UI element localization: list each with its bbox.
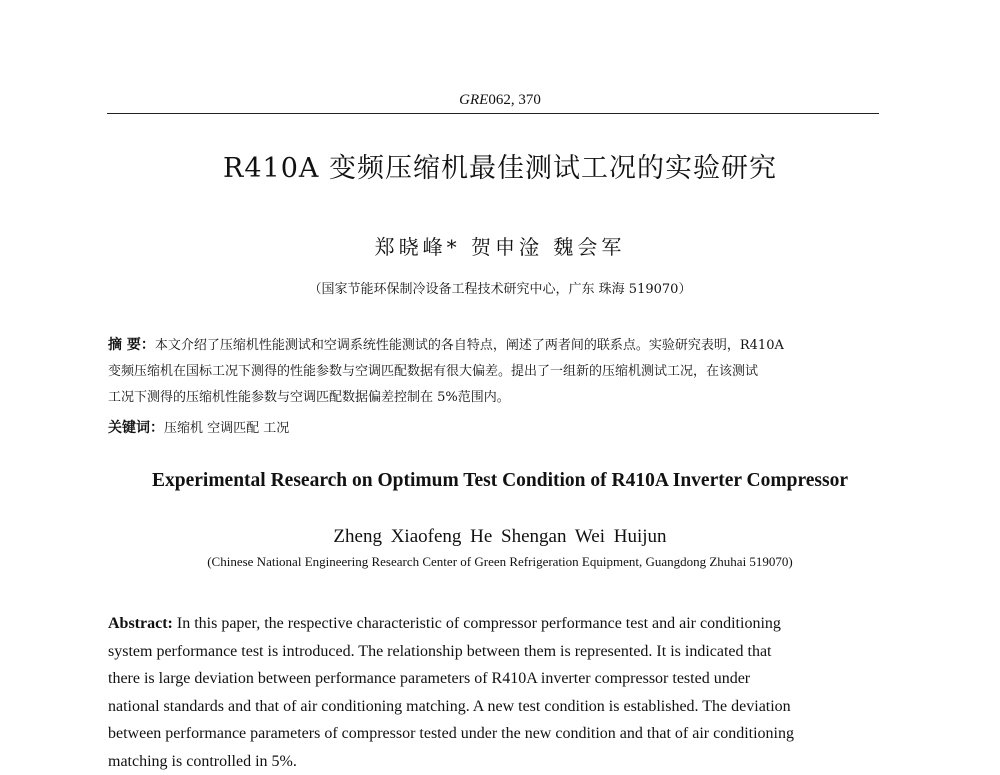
chinese-abstract-label: 摘 要： [108, 337, 155, 353]
chinese-abstract-line-2: 变频压缩机在国标工况下测得的性能参数与空调匹配数据有很大偏差。提出了一组新的压缩机测试工况，在该测试 [108, 359, 878, 385]
document-code [0, 92, 1000, 109]
chinese-abstract [108, 332, 878, 411]
english-affiliation: (Chinese National Engineering Research Center of Green Refrigeration Equipment, Guangdong Zhuhai 519070) [0, 554, 1000, 570]
chinese-title: R410A 变频压缩机最佳测试工况的实验研究 [0, 146, 1000, 185]
chinese-affiliation: （国家节能环保制冷设备工程技术研究中心，广东 珠海 519070） [0, 278, 1000, 297]
document-code-number: 062, 370 [488, 92, 541, 108]
chinese-keywords [108, 415, 878, 442]
english-abstract-line-3: there is large deviation between performance parameters of R410A inverter compressor tested under [108, 665, 878, 693]
header-divider [107, 113, 879, 114]
english-abstract-label: Abstract: [108, 615, 173, 632]
chinese-authors: 郑晓峰* 贺申淦 魏会军 [0, 231, 1000, 260]
chinese-keywords-text: 压缩机 空调匹配 工况 [164, 421, 289, 436]
english-title: Experimental Research on Optimum Test Condition of R410A Inverter Compressor [0, 470, 1000, 492]
chinese-abstract-line-3: 工况下测得的压缩机性能参数与空调匹配数据偏差控制在 5%范围内。 [108, 385, 878, 411]
chinese-abstract-line-1 [108, 332, 878, 359]
chinese-keywords-label: 关键词： [108, 420, 164, 436]
english-abstract-line-4: national standards and that of air conditioning matching. A new test condition is established. The deviation [108, 693, 878, 721]
english-abstract-line-6: matching is controlled in 5%. [108, 748, 878, 775]
english-abstract-line-1 [108, 610, 878, 638]
english-abstract-text-1: In this paper, the respective characteristic of compressor performance test and air conditioning [177, 615, 781, 632]
chinese-abstract-text-1: 本文介绍了压缩机性能测试和空调系统性能测试的各自特点，阐述了两者间的联系点。实验研究表明，R410A [155, 338, 784, 353]
english-abstract-line-2: system performance test is introduced. The relationship between them is represented. It is indicated that [108, 638, 878, 666]
english-abstract-line-5: between performance parameters of compressor tested under the new condition and that of air conditioning [108, 720, 878, 748]
english-abstract [108, 610, 878, 775]
english-authors: Zheng Xiaofeng He Shengan Wei Huijun [0, 526, 1000, 548]
document-code-prefix: GRE [459, 92, 488, 108]
